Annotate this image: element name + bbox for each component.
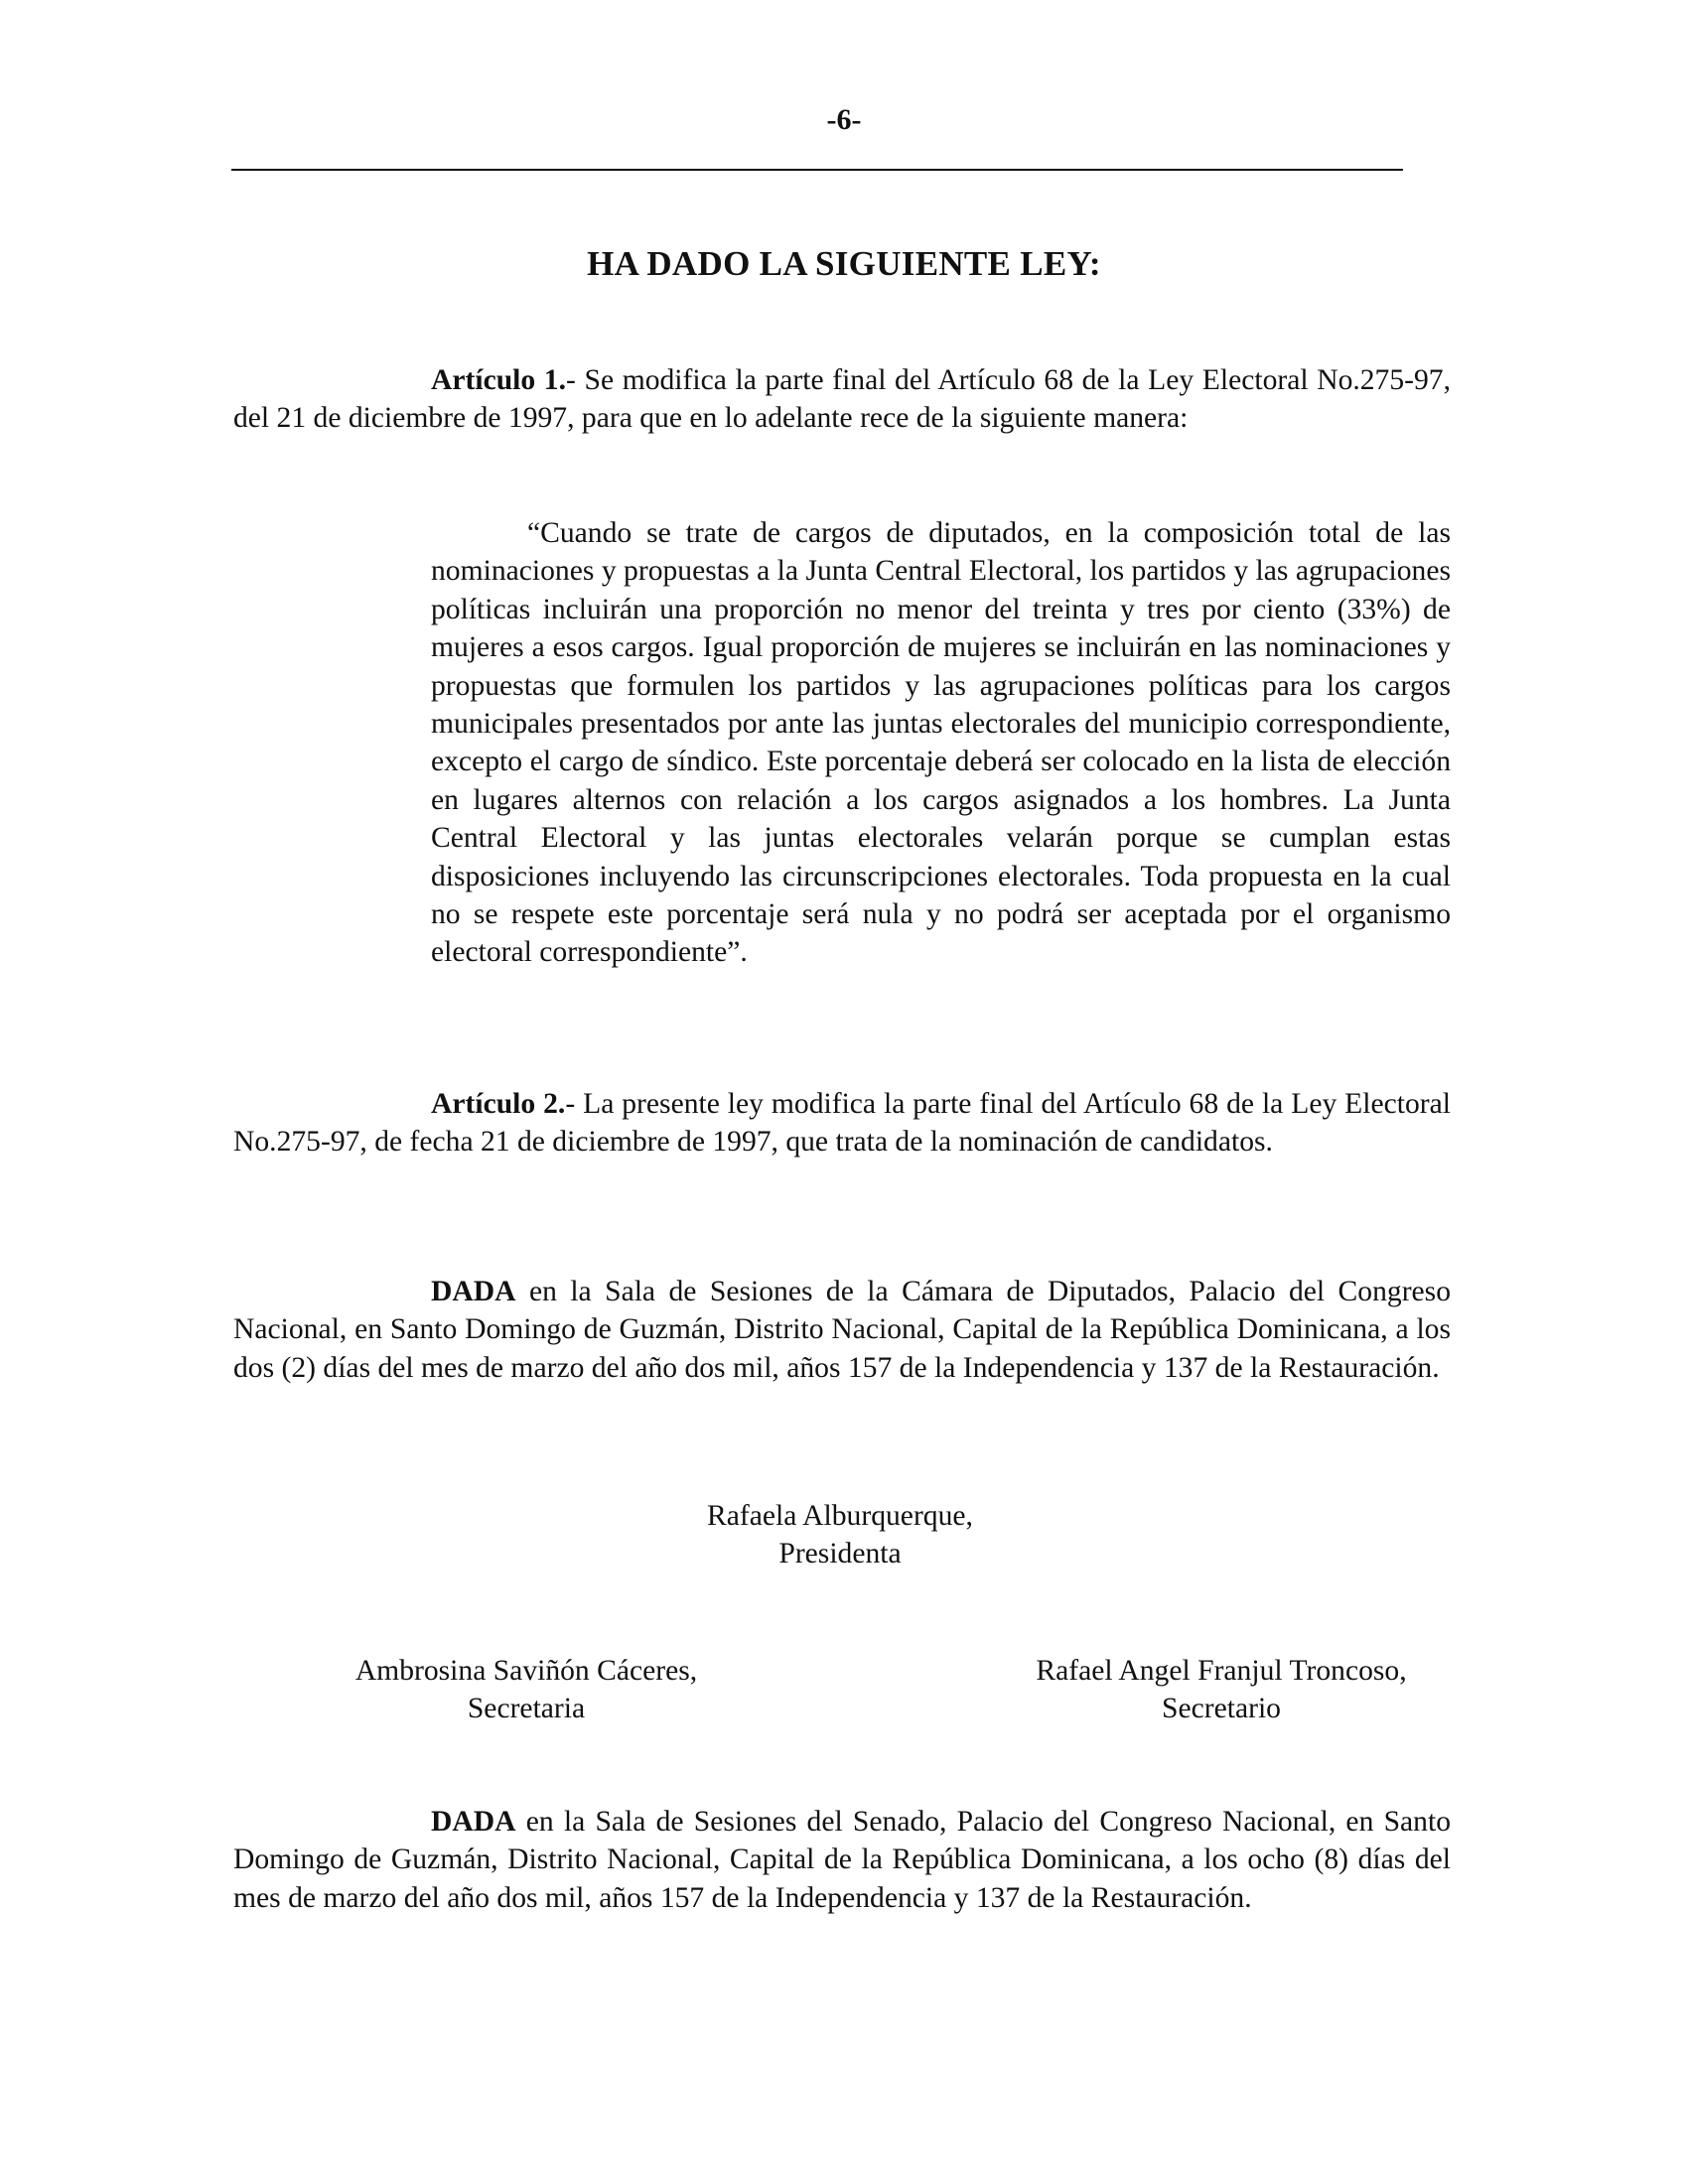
secretary-right-name: Rafael Angel Franjul Troncoso, [1036,1655,1407,1687]
secretary-right-title: Secretario [1162,1693,1281,1725]
secretary-left-name: Ambrosina Saviñón Cáceres, [354,1655,698,1687]
article-2-label: Artículo 2. [431,1088,566,1120]
dada-label: DADA [431,1806,516,1838]
article-2-paragraph [233,1085,1451,1161]
law-heading: HA DADO LA SIGUIENTE LEY: [587,244,1101,283]
header-rule [231,169,1403,171]
dada-diputados-text: en la Sala de Sesiones de la Cámara de Diputados, Palacio del Congreso Nacional, en Santo Domingo de Guzmán, Distrito Nacional, Capital de la República Dominicana, a los dos (2) días del mes de marzo del año dos mil, años 157 de la Independencia y 137 de la Restauración. [233,1276,1451,1384]
article-1-text: - Se modifica la parte final del Artículo 68 de la Ley Electoral No.275-97, del 21 de diciembre de 1997, para que en lo adelante rece de la siguiente manera: [233,364,1451,435]
president-title: Presidenta [778,1538,902,1570]
quoted-article-text: “Cuando se trate de cargos de diputados, en la composición total de las nominaciones y propuestas a la Junta Central Electoral, los partidos y las agrupaciones políticas incluirán una proporción no menor del treinta y tres por ciento (33%) de mujeres a esos cargos. Igual proporción de mujeres se incluirán en las nominaciones y propuestas que formulen los partidos y las agrupaciones políticas para los cargos municipales presentados por ante las juntas electorales del municipio correspondiente, excepto el cargo de síndico. Este porcentaje deberá ser colocado en la lista de elección en lugares alternos con relación a los cargos asignados a los hombres. La Junta Central Electoral y las juntas electorales velarán porque se cumplan estas disposiciones incluyendo las circunscripciones electorales. Toda propuesta en la cual no se respete este porcentaje será nula y no podrá ser aceptada por el organismo electoral correspondiente”. [431,517,1451,969]
article-1-label: Artículo 1. [431,364,567,396]
secretary-left-title: Secretaria [467,1693,586,1725]
dada-label: DADA [431,1276,516,1307]
signature-secretary-right [1003,1652,1440,1728]
dada-diputados-paragraph [233,1273,1451,1387]
signature-secretary-left [308,1652,745,1728]
signature-president [641,1497,1039,1573]
article-2-text: - La presente ley modifica la parte final del Artículo 68 de la Ley Electoral No.275-97, de fecha 21 de diciembre de 1997, que trata de la nominación de candidatos. [233,1088,1451,1159]
article-1-paragraph [233,361,1451,438]
president-name: Rafaela Alburquerque, [707,1500,973,1532]
dada-senado-paragraph [233,1803,1451,1917]
page-number: -6- [826,103,862,136]
dada-senado-text: en la Sala de Sesiones del Senado, Palacio del Congreso Nacional, en Santo Domingo de Guzmán, Distrito Nacional, Capital de la República Dominicana, a los ocho (8) días del mes de marzo del año dos mil, años 157 de la Independencia y 137 de la Restauración. [233,1806,1451,1914]
